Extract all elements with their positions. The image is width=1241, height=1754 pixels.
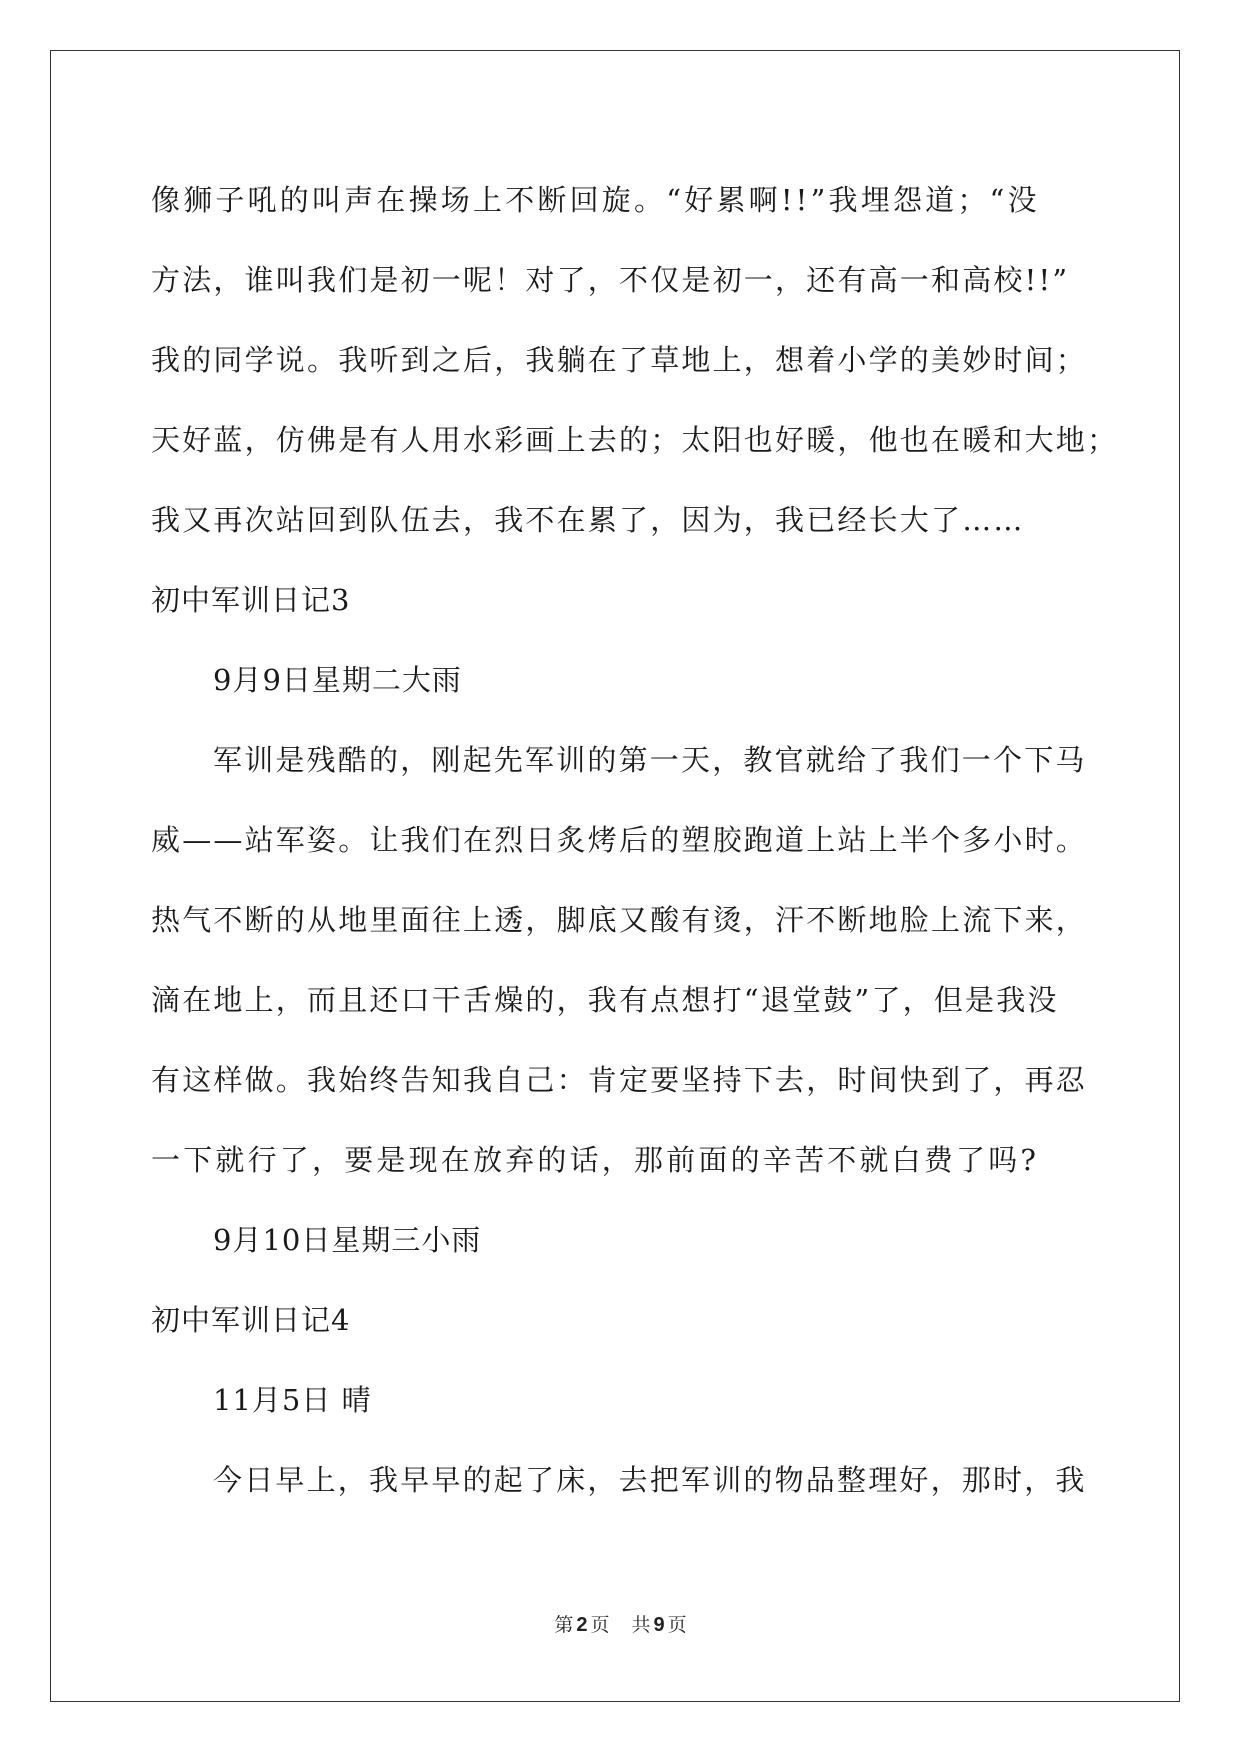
footer-total-suffix: 页 (667, 1614, 687, 1636)
text-line: 军训是残酷的，刚起先军训的第一天，教官就给了我们一个下马 (213, 743, 1087, 777)
text-line: 方法，谁叫我们是初一呢！对了，不仅是初一，还有高一和高校!!” (151, 263, 1070, 297)
text-line: 热气不断的从地里面往上透，脚底又酸有烫，汗不断地脸上流下来， (151, 903, 1088, 937)
footer-page-suffix: 页 (590, 1614, 610, 1636)
text-line: 滴在地上，而且还口干舌燥的，我有点想打“退堂鼓”了，但是我没 (151, 983, 1059, 1017)
page-footer (0, 1610, 1241, 1637)
text-line: 我的同学说。我听到之后，我躺在了草地上，想着小学的美妙时间； (151, 343, 1088, 377)
footer-total-pages: 9 (653, 1614, 665, 1636)
document-body (151, 160, 1119, 1520)
text-line: 一下就行了，要是现在放弃的话，那前面的辛苦不就白费了吗? (151, 1143, 1040, 1177)
text-line: 今日早上，我早早的起了床，去把军训的物品整理好，那时，我 (213, 1463, 1087, 1497)
footer-prefix: 第 (554, 1614, 574, 1636)
text-line: 天好蓝，仿佛是有人用水彩画上去的；太阳也好暖，他也在暖和大地； (151, 423, 1119, 457)
text-line: 我又再次站回到队伍去，我不在累了，因为，我已经长大了…… (151, 503, 1025, 537)
text-line: 有这样做。我始终告知我自己：肯定要坚持下去，时间快到了，再忍 (151, 1063, 1088, 1097)
text-line: 像狮子吼的叫声在操场上不断回旋。“好累啊!!”我埋怨道；“没 (151, 183, 1040, 217)
section-heading: 初中军训日记3 (151, 583, 351, 617)
diary-date: 9月10日星期三小雨 (213, 1223, 482, 1257)
footer-total-prefix: 共 (631, 1614, 651, 1636)
footer-current-page: 2 (576, 1614, 588, 1636)
text-line: 威——站军姿。让我们在烈日炙烤后的塑胶跑道上站上半个多小时。 (151, 823, 1088, 857)
diary-date: 9月9日星期二大雨 (213, 663, 462, 697)
section-heading: 初中军训日记4 (151, 1303, 351, 1337)
diary-date: 11月5日 晴 (213, 1383, 372, 1417)
